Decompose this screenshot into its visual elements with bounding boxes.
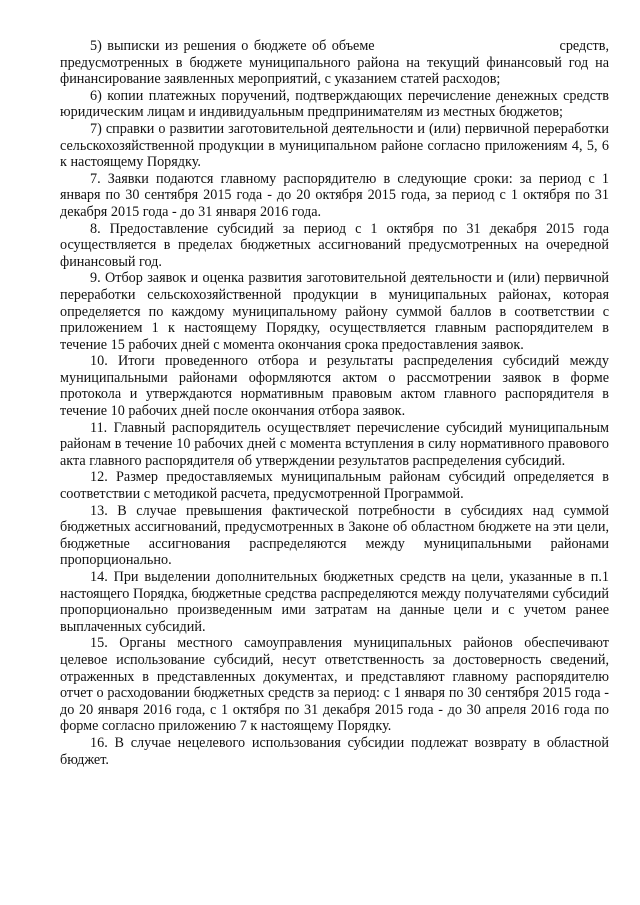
paragraph-item-5: 5) выписки из решения о бюджете об объеме средств, предусмотренных в бюджете муниципального района на текущий финансовый год на финансирование заявленных мероприятий, с указанием статей расходов; xyxy=(60,38,613,88)
paragraph-item-7: 7) справки о развитии заготовительной деятельности и (или) первичной переработки сельскохозяйственной продукции в муниципальном районе согласно приложениям 4, 5, 6 к настоящему Порядку. xyxy=(60,120,609,171)
paragraph-12: 12. Размер предоставляемых муниципальным районам субсидий определяется в соответствии с методикой расчета, предусмотренной Программой. xyxy=(60,469,609,503)
paragraph-7: 7. Заявки подаются главному распорядителю в следующие сроки: за период с 1 января по 30 сентября 2015 года - до 20 октября 2015 года, за период с 1 октября по 31 декабря 2015 года - до 31 января 2016 года. xyxy=(60,170,609,220)
paragraph-13: 13. В случае превышения фактической потребности в субсидиях над суммой бюджетных ассигнований, предусмотренных в Законе об областном бюджете на эти цели, бюджетные ассигнования распределяются между муниципальными районами пропорционально. xyxy=(60,502,609,569)
paragraph-10: 10. Итоги проведенного отбора и результаты распределения субсидий между муниципальными районами оформляются актом о рассмотрении заявок в форме протокола и утверждаются нормативным правовым актом главного распорядителя в течение 10 рабочих дней после окончания отбора заявок. xyxy=(60,353,609,420)
paragraph-8: 8. Предоставление субсидий за период с 1 октября по 31 декабря 2015 года осуществляется в пределах бюджетных ассигнований предусмотренных на очередной финансовый год. xyxy=(60,220,609,270)
paragraph-11: 11. Главный распорядитель осуществляет перечисление субсидий муниципальным районам в течение 10 рабочих дней с момента вступления в силу нормативного правового акта главного распорядителя об утверждении результатов распределения субсидий. xyxy=(60,419,609,469)
paragraph-14: 14. При выделении дополнительных бюджетных средств на цели, указанные в п.1 настоящего Порядка, бюджетные средства распределяются между получателями субсидий пропорционально произведенным ими затратам на данные цели и с учетом ранее выплаченных субсидий. xyxy=(60,569,609,635)
document-page xyxy=(60,38,613,768)
paragraph-16: 16. В случае нецелевого использования субсидии подлежат возврату в областной бюджет. xyxy=(60,734,609,768)
paragraph-item-6: 6) копии платежных поручений, подтверждающих перечисление денежных средств юридическим лицам и индивидуальным предпринимателям из местных бюджетов; xyxy=(60,87,609,121)
paragraph-15: 15. Органы местного самоуправления муниципальных районов обеспечивают целевое использование субсидий, несут ответственность за достоверность сведений, отраженных в представленных документах, и представляют главному распорядителю отчет о расходовании бюджетных средств за период: с 1 января по 30 сентября 2015 года - до 20 января 2016 года, с 1 октября по 31 декабря 2015 года - до 30 апреля 2016 года по форме согласно приложению 7 к настоящему Порядку. xyxy=(60,635,609,735)
paragraph-9: 9. Отбор заявок и оценка развития заготовительной деятельности и (или) первичной переработки сельскохозяйственной продукции в муниципальных районах, которая определяется по каждому муниципальному району суммой баллов в соответствии с приложением 1 к настоящему Порядку, осуществляется главным распорядителем в течение 15 рабочих дней с момента окончания срока предоставления заявок. xyxy=(60,270,609,353)
